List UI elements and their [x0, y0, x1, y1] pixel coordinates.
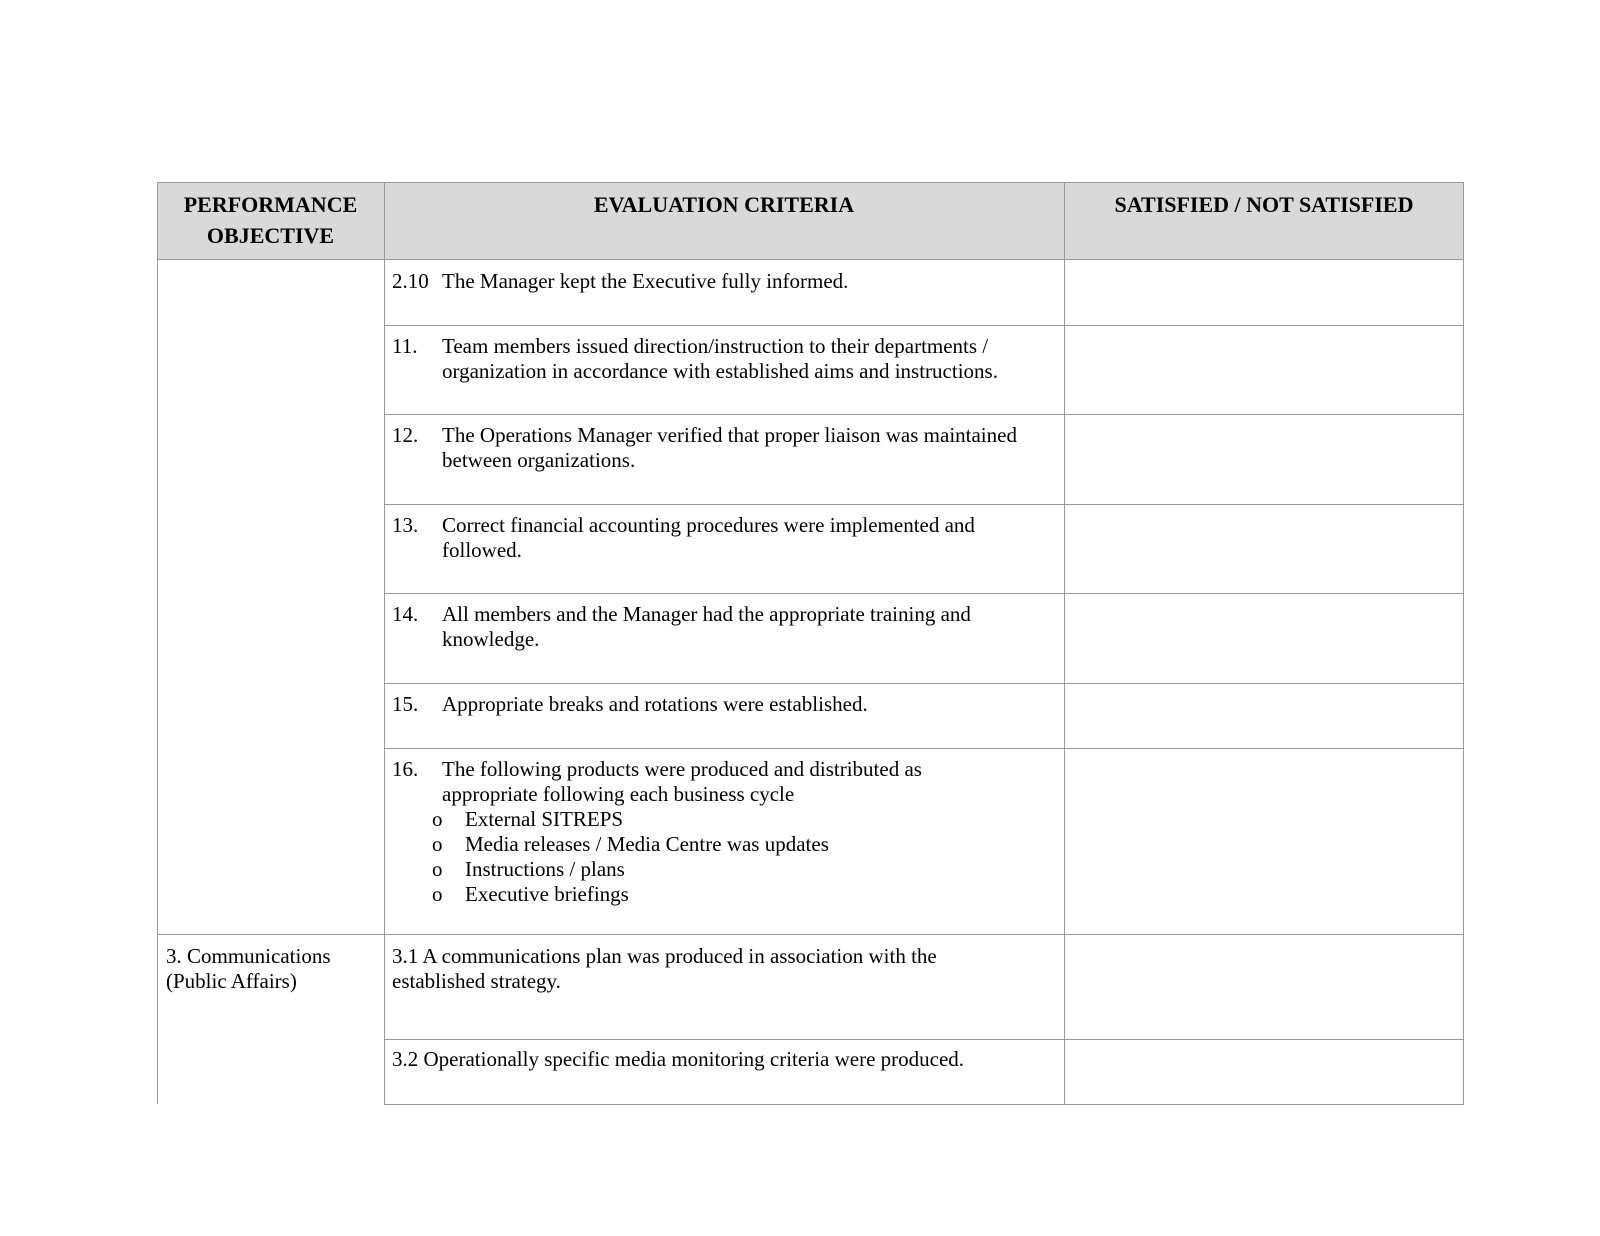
row-number: 13.	[392, 513, 419, 537]
row-number: 2.10	[392, 269, 429, 293]
row-divider	[384, 325, 1464, 326]
row-divider	[384, 593, 1464, 594]
column-divider-2	[1064, 182, 1065, 1105]
header-objective-line1: PERFORMANCE	[183, 192, 358, 217]
row-divider	[384, 414, 1464, 415]
criteria-row-3-2	[392, 1047, 1057, 1072]
row-text-line1: Team members issued direction/instruction to their departments /	[442, 334, 989, 358]
criteria-row-15	[392, 692, 1057, 717]
list-item: o Instructions / plans	[432, 857, 625, 881]
header-evaluation-criteria: EVALUATION CRITERIA	[384, 182, 1064, 260]
row-text-line2: followed.	[442, 538, 522, 562]
row-text: Appropriate breaks and rotations were established.	[442, 692, 868, 716]
row-text-line2: organization in accordance with established aims and instructions.	[442, 359, 998, 383]
criteria-row-12	[392, 423, 1057, 473]
bullet-circle-icon: o	[432, 882, 443, 906]
bullet-circle-icon: o	[432, 857, 443, 881]
objective-line2: (Public Affairs)	[166, 969, 297, 993]
row-text: 3.2 Operationally specific media monitoring criteria were produced.	[392, 1047, 965, 1071]
row-number: 11.	[392, 334, 418, 358]
list-item: o External SITREPS	[432, 807, 624, 831]
row-text-line2: established strategy.	[392, 969, 561, 993]
row-text-line2: between organizations.	[442, 448, 636, 472]
objective-line1: 3. Communications	[166, 944, 331, 968]
row-text: The Manager kept the Executive fully informed.	[442, 269, 849, 293]
criteria-row-16	[392, 757, 1057, 907]
row-text-line2: appropriate following each business cycle	[442, 782, 795, 806]
bullet-circle-icon: o	[432, 807, 443, 831]
criteria-row-11	[392, 334, 1057, 384]
products-list	[432, 807, 829, 907]
section-divider	[157, 934, 1464, 935]
table-border-left	[157, 182, 158, 1104]
row-text-line1: 3.1 A communications plan was produced in association with the	[392, 944, 937, 968]
row-number: 16.	[392, 757, 419, 781]
table-border-right	[1463, 182, 1464, 1105]
row-divider	[384, 504, 1464, 505]
list-item: o Media releases / Media Centre was updates	[432, 832, 829, 856]
list-item: o Executive briefings	[432, 882, 629, 906]
row-divider	[384, 683, 1464, 684]
header-objective-line2: OBJECTIVE	[206, 223, 335, 248]
header-satisfied: SATISFIED / NOT SATISFIED	[1064, 182, 1464, 260]
header-performance-objective	[157, 182, 384, 260]
criteria-row-13	[392, 513, 1057, 563]
table-border-bottom	[384, 1104, 1464, 1105]
row-number: 14.	[392, 602, 419, 626]
bullet-circle-icon: o	[432, 832, 443, 856]
column-divider-1	[384, 182, 385, 1105]
row-number: 12.	[392, 423, 419, 447]
row-text-line1: All members and the Manager had the appropriate training and	[442, 602, 971, 626]
criteria-row-3-1	[392, 944, 1057, 994]
row-divider	[384, 748, 1464, 749]
objective-communications	[166, 944, 381, 994]
row-divider	[384, 1039, 1464, 1040]
row-text-line1: The Operations Manager verified that proper liaison was maintained	[442, 423, 1017, 447]
row-text-line1: Correct financial accounting procedures were implemented and	[442, 513, 975, 537]
row-text-line1: The following products were produced and distributed as	[442, 757, 922, 781]
row-number: 15.	[392, 692, 419, 716]
criteria-row-14	[392, 602, 1057, 652]
row-text-line2: knowledge.	[442, 627, 540, 651]
